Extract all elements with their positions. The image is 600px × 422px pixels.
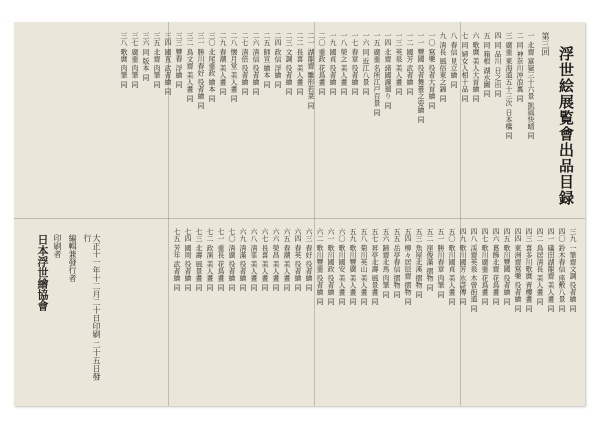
catalogue-entry: 二四 政信 浮繪 同 xyxy=(274,32,282,88)
catalogue-entry: 一五 廣重 名所江戸百景 同 xyxy=(373,32,381,116)
catalogue-entry: 三二 鳥文齋 美人畫 同 xyxy=(186,32,194,102)
catalogue-entry: 五四 柳々居辰齋 摺物 同 xyxy=(404,228,412,305)
catalogue-entry: 八 春信 見立繪 同 xyxy=(450,32,458,88)
catalogue-title: 浮世絵展覧會出品目録 xyxy=(557,46,575,206)
fold-line xyxy=(14,218,585,219)
publisher-name: 日本浮世繪協會 xyxy=(36,234,49,311)
catalogue-entry: 三五 北齋 肉筆 同 xyxy=(153,32,161,88)
catalogue-entry: 五〇 歌川國貞 美人畫 同 xyxy=(448,228,456,305)
colophon xyxy=(38,234,101,384)
catalogue-entry: 四二 鳥居清長 美人畫 同 xyxy=(536,228,544,305)
catalogue-entry: 六六 榮昌 美人畫 同 xyxy=(272,228,280,291)
catalogue-entry: 六七 長喜 美人畫 同 xyxy=(261,228,269,291)
catalogue-entry: 五七 昇亭北壽 風景畫 同 xyxy=(371,228,379,305)
catalogue-entry: 三七 廣重 肉筆 同 xyxy=(131,32,139,88)
catalogue-entry: 五八 菊川英山 美人畫 同 xyxy=(360,228,368,305)
catalogue-entry: 四一 礒田湖龍齋 美人畫 同 xyxy=(547,228,555,312)
catalogue-entry: 二五 師宣 繪本 同 xyxy=(263,32,271,88)
colophon-printer: 印刷者 xyxy=(53,234,62,258)
catalogue-entry: 一七 春章 役者繪 同 xyxy=(351,32,359,95)
catalogue-entry: 六三 春好 役者繪 同 xyxy=(305,228,313,291)
catalogue-entry: 五三 魚屋北溪 摺物 同 xyxy=(415,228,423,298)
catalogue-sheet xyxy=(14,22,585,406)
catalogue-entry: 五二 窪俊滿 摺物 同 xyxy=(426,228,434,291)
catalogue-entry: 六五 春潮 美人畫 同 xyxy=(283,228,291,291)
catalogue-entry: 一六 同 近江八景 同 xyxy=(362,32,370,95)
catalogue-entry: 三九 一筆齋文調 役者繪 同 xyxy=(569,228,577,312)
catalogue-entry: 七一 重長 花鳥畫 同 xyxy=(217,228,225,291)
catalogue-entry: 三四 國直 武者繪 同 xyxy=(164,32,172,95)
catalogue-entry: 二八 懐月堂 美人畫 同 xyxy=(230,32,238,102)
catalogue-entry: 一八 榮之 美人畫 同 xyxy=(340,32,348,95)
catalogue-entry: 七二 政演 美人畫 同 xyxy=(206,228,214,291)
catalogue-entry: 四五 歌川豐國 役者繪 同 xyxy=(503,228,511,305)
catalogue-entry: 四四 東洲齋寫樂 役者繪 同 xyxy=(514,228,522,312)
catalogue-entry: 五 同 箱根 湖水圖 同 xyxy=(483,32,491,97)
catalogue-entry: 一 北齋 富嶽三十六景 凱風快晴 同 xyxy=(527,32,535,139)
catalogue-entry: 三〇 北尾重政 繪本 同 xyxy=(208,32,216,102)
catalogue-entry: 二七 清倍 役者繪 同 xyxy=(241,32,249,95)
catalogue-entry: 五一 勝川春章 肉筆 同 xyxy=(437,228,445,298)
edition-label: 第三回 xyxy=(541,32,550,56)
catalogue-entry: 二六 清信 役者繪 同 xyxy=(252,32,260,95)
catalogue-entry: 二三 文調 役者繪 同 xyxy=(285,32,293,95)
listing-bottom-panel xyxy=(173,228,577,404)
catalogue-entry: 六〇 歌川國安 美人畫 同 xyxy=(338,228,346,305)
catalogue-entry: 三 廣重 東海道五十三次 日本橋 同 xyxy=(505,32,513,139)
colophon-date: 大正十一年十二月二十日印刷 二十五日發行 xyxy=(83,234,101,381)
catalogue-entry: 四七 歌川廣重 花鳥畫 同 xyxy=(481,228,489,305)
catalogue-entry: 三三 豐春 浮繪 同 xyxy=(175,32,183,88)
catalogue-entry: 七四 國周 役者繪 同 xyxy=(184,228,192,291)
catalogue-entry: 四八 渓齋英泉 木曾街道 同 xyxy=(470,228,478,312)
catalogue-entry: 七三 北壽 風景畫 同 xyxy=(195,228,203,291)
catalogue-entry: 六一 歌川國政 役者繪 同 xyxy=(327,228,335,305)
catalogue-entry: 七五 芳年 武者繪 同 xyxy=(173,228,181,291)
catalogue-entry: 四 同 品川 日之出 同 xyxy=(494,32,502,97)
catalogue-entry: 一〇 寫樂 役者大首繪 同 xyxy=(428,32,436,109)
catalogue-entry: 五五 岳亭春信 摺物 同 xyxy=(393,228,401,298)
catalogue-entry: 二九 春潮 美人畫 同 xyxy=(219,32,227,95)
catalogue-entry: 一九 國貞 役者繪 同 xyxy=(329,32,337,95)
catalogue-entry: 一三 英泉 美人畫 同 xyxy=(395,32,403,95)
catalogue-entry: 四九 歌川國芳 水滸傳 同 xyxy=(459,228,467,305)
catalogue-entry: 六八 清峯 美人畫 同 xyxy=(250,228,258,291)
catalogue-entry: 一四 北齋 諸國瀧廻り 同 xyxy=(384,32,392,109)
catalogue-entry: 六四 春英 役者繪 同 xyxy=(294,228,302,291)
catalogue-entry: 二〇 重政 花鳥畫 同 xyxy=(318,32,326,95)
catalogue-entry: 三六 同 版本 同 xyxy=(142,32,150,81)
catalogue-entry: 一二 國芳 武者繪 同 xyxy=(406,32,414,95)
catalogue-entry: 五九 歌川豐廣 美人畫 同 xyxy=(349,228,357,305)
catalogue-entry: 四六 葛飾北齋 花鳥畫 同 xyxy=(492,228,500,305)
colophon-editor: 編輯兼發行者 xyxy=(68,234,77,282)
catalogue-entry: 六九 清滿 役者繪 同 xyxy=(239,228,247,291)
catalogue-entry: 四三 喜多川歌麿 青樓畫 同 xyxy=(525,228,533,312)
catalogue-entry: 一一 豐國 役者舞臺之姿繪 同 xyxy=(417,32,425,123)
catalogue-entry: 五六 蹄齋北馬 肉筆 同 xyxy=(382,228,390,298)
catalogue-entry: 七 同 婦女人相十品 同 xyxy=(461,32,469,102)
catalogue-entry: 三一 勝川春好 役者繪 同 xyxy=(197,32,205,109)
catalogue-entry: 三八 歌麿 肉筆 同 xyxy=(120,32,128,88)
catalogue-entry: 九 清長 風俗東之錦 同 xyxy=(439,32,447,102)
catalogue-entry: 四〇 鈴木春信 座敷八景 同 xyxy=(558,228,566,312)
catalogue-entry: 二二 長喜 美人畫 同 xyxy=(296,32,304,95)
catalogue-entry: 七〇 清廣 役者繪 同 xyxy=(228,228,236,291)
catalogue-entry: 六二 歌川豐重 役者繪 同 xyxy=(316,228,324,305)
listing-top-panel xyxy=(120,32,535,208)
catalogue-entry: 二 同 神奈川沖浪裏 同 xyxy=(516,32,524,102)
catalogue-entry: 二一 湖龍齋 雛形若菜 同 xyxy=(307,32,315,109)
catalogue-entry: 六 歌麿 美人大首繪 同 xyxy=(472,32,480,102)
